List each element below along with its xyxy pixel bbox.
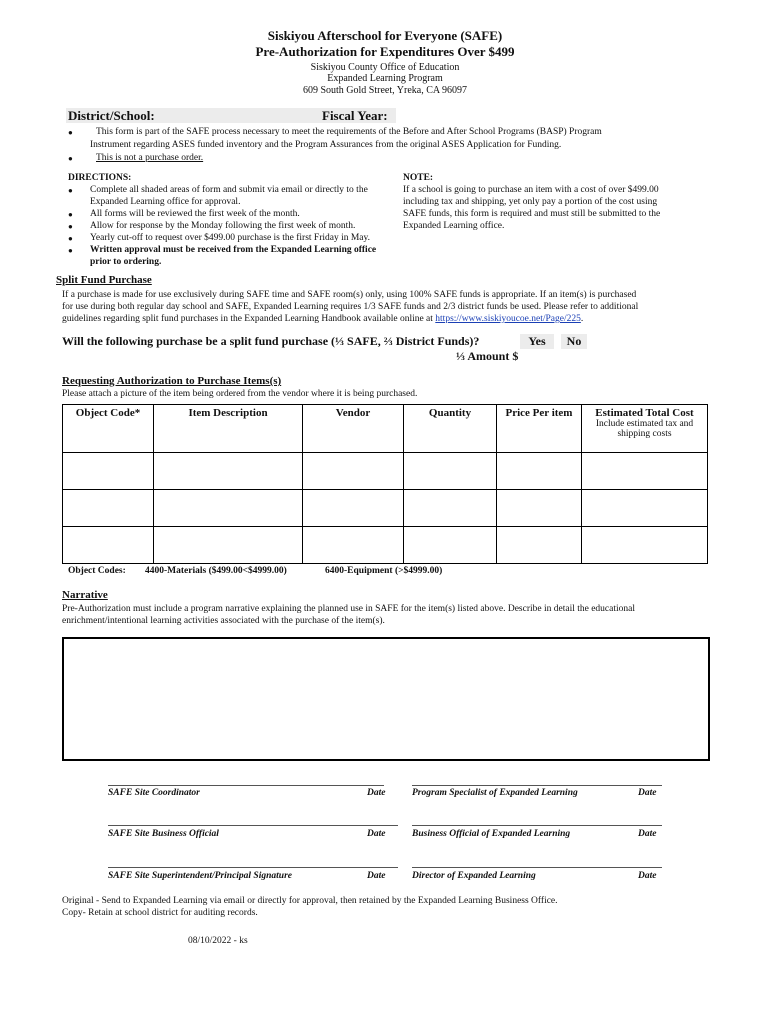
signature-line[interactable] bbox=[108, 866, 398, 868]
split-yes-option[interactable]: Yes bbox=[520, 334, 554, 349]
intro-bullet: ● This is not a purchase order. bbox=[68, 153, 204, 163]
org-name: Siskiyou County Office of Education bbox=[310, 62, 460, 73]
sig-el-business-official: Business Official of Expanded Learning bbox=[412, 829, 571, 839]
object-codes-label: Object Codes: bbox=[68, 566, 126, 576]
items-table bbox=[62, 404, 708, 564]
direction-item: ● Complete all shaded areas of form and submit via email or directly to the bbox=[68, 184, 398, 196]
note-heading: NOTE: bbox=[403, 173, 434, 183]
intro-section bbox=[68, 126, 688, 165]
col-price-per-item: Price Per item bbox=[497, 405, 582, 453]
table-header-row bbox=[63, 405, 708, 453]
note-section bbox=[403, 172, 703, 232]
directions-section bbox=[68, 172, 398, 268]
request-heading: Requesting Authorization to Purchase Items(s) bbox=[62, 375, 282, 387]
col-estimated-total: Estimated Total Cost Include estimated tax and shipping costs bbox=[582, 405, 708, 453]
version-stamp: 08/10/2022 - ks bbox=[188, 936, 248, 946]
footer-copy: Copy- Retain at school district for auditing records. bbox=[62, 908, 258, 918]
handbook-link[interactable]: https://www.siskiyoucoe.net/Page/225 bbox=[435, 314, 581, 324]
col-quantity: Quantity bbox=[404, 405, 497, 453]
sig-site-business-official: SAFE Site Business Official bbox=[108, 829, 219, 839]
form-title: Siskiyou Afterschool for Everyone (SAFE) bbox=[267, 28, 503, 43]
directions-heading: DIRECTIONS: bbox=[68, 173, 132, 183]
split-question: Will the following purchase be a split fund purchase (⅓ SAFE, ⅔ District Funds)? bbox=[62, 334, 480, 348]
split-fund-heading: Split Fund Purchase bbox=[56, 274, 152, 286]
note-line: SAFE funds, this form is required and must still be submitted to the bbox=[403, 209, 661, 219]
object-code-materials: 4400-Materials ($499.00<$4999.00) bbox=[145, 566, 287, 576]
district-fiscal-bar[interactable] bbox=[66, 108, 396, 123]
split-amount-field[interactable]: ⅓ Amount $ bbox=[456, 349, 519, 363]
signature-line[interactable] bbox=[412, 824, 662, 826]
sig-date: Date bbox=[367, 829, 386, 839]
table-row[interactable] bbox=[63, 453, 708, 490]
split-text-line: for use during both regular day school and SAFE, Expanded Learning requires 1/3 SAFE funds and 2/3 district funds be used. Please refer to additional bbox=[62, 302, 639, 312]
footer-original: Original - Send to Expanded Learning via email or directly for approval, then retained by the Expanded Learning Business Office. bbox=[62, 896, 558, 906]
direction-item-cont: Expanded Learning office for approval. bbox=[90, 197, 241, 207]
col-object-code: Object Code* bbox=[63, 405, 154, 453]
col-vendor: Vendor bbox=[303, 405, 404, 453]
request-subtext: Please attach a picture of the item being ordered from the vendor where it is being purchased. bbox=[62, 389, 418, 399]
intro-bullet: ● This form is part of the SAFE process necessary to meet the requirements of the Before and After School Programs (BASP) Program bbox=[68, 127, 602, 137]
sig-date: Date bbox=[638, 788, 657, 798]
program-name: Expanded Learning Program bbox=[327, 73, 443, 84]
sig-superintendent: SAFE Site Superintendent/Principal Signature bbox=[108, 871, 292, 881]
direction-item: ● Yearly cut-off to request over $499.00 purchase is the first Friday in May. bbox=[68, 232, 398, 244]
district-label: District/School: bbox=[68, 108, 155, 123]
direction-item: ● Allow for response by the Monday following the first week of month. bbox=[68, 220, 398, 232]
narrative-instructions: Pre-Authorization must include a program narrative explaining the planned use in SAFE for the item(s) listed above. Describe in detail the educational enrichment/intentional learning activities associated with the purchase of the item(s). bbox=[62, 604, 635, 626]
note-line: Expanded Learning office. bbox=[403, 221, 505, 231]
sig-date: Date bbox=[367, 788, 386, 798]
split-text-line: If a purchase is made for use exclusively during SAFE time and SAFE room(s) only, using 100% SAFE funds is appropriate. If an item(s) is purchased bbox=[62, 290, 637, 300]
signature-line[interactable] bbox=[108, 784, 384, 786]
object-code-equipment: 6400-Equipment (>$4999.00) bbox=[325, 566, 443, 576]
sig-date: Date bbox=[367, 871, 386, 881]
signature-line[interactable] bbox=[412, 866, 662, 868]
direction-item: ● All forms will be reviewed the first week of the month. bbox=[68, 208, 398, 220]
split-text-line: guidelines regarding split fund purchases in the Expanded Learning Handbook available online at https://www.siskiyoucoe.net/Page/225. bbox=[62, 314, 584, 324]
fiscal-year-label: Fiscal Year: bbox=[322, 108, 388, 123]
narrative-heading: Narrative bbox=[62, 589, 108, 601]
address: 609 South Gold Street, Yreka, CA 96097 bbox=[302, 85, 468, 96]
note-line: including tax and shipping, yet only pay a portion of the cost using bbox=[403, 197, 658, 207]
intro-bullet-cont: Instrument regarding ASES funded inventory and the Program Assurances from the original ASES Application for Funding. bbox=[90, 140, 562, 150]
split-no-option[interactable]: No bbox=[561, 334, 587, 349]
sig-program-specialist: Program Specialist of Expanded Learning bbox=[412, 788, 578, 798]
sig-date: Date bbox=[638, 871, 657, 881]
direction-item: ● Written approval must be received from the Expanded Learning office bbox=[68, 244, 398, 256]
sig-director: Director of Expanded Learning bbox=[412, 871, 536, 881]
sig-date: Date bbox=[638, 829, 657, 839]
signature-line[interactable] bbox=[108, 824, 398, 826]
note-line: If a school is going to purchase an item with a cost of over $499.00 bbox=[403, 185, 659, 195]
table-row[interactable] bbox=[63, 490, 708, 527]
sig-safe-site-coordinator: SAFE Site Coordinator bbox=[108, 788, 200, 798]
table-row[interactable] bbox=[63, 527, 708, 564]
split-fund-text bbox=[62, 289, 712, 325]
direction-item-cont: prior to ordering. bbox=[90, 257, 162, 267]
signature-line[interactable] bbox=[412, 784, 662, 786]
narrative-textbox[interactable] bbox=[62, 637, 710, 761]
col-item-description: Item Description bbox=[154, 405, 303, 453]
form-subtitle: Pre-Authorization for Expenditures Over $499 bbox=[255, 44, 515, 59]
